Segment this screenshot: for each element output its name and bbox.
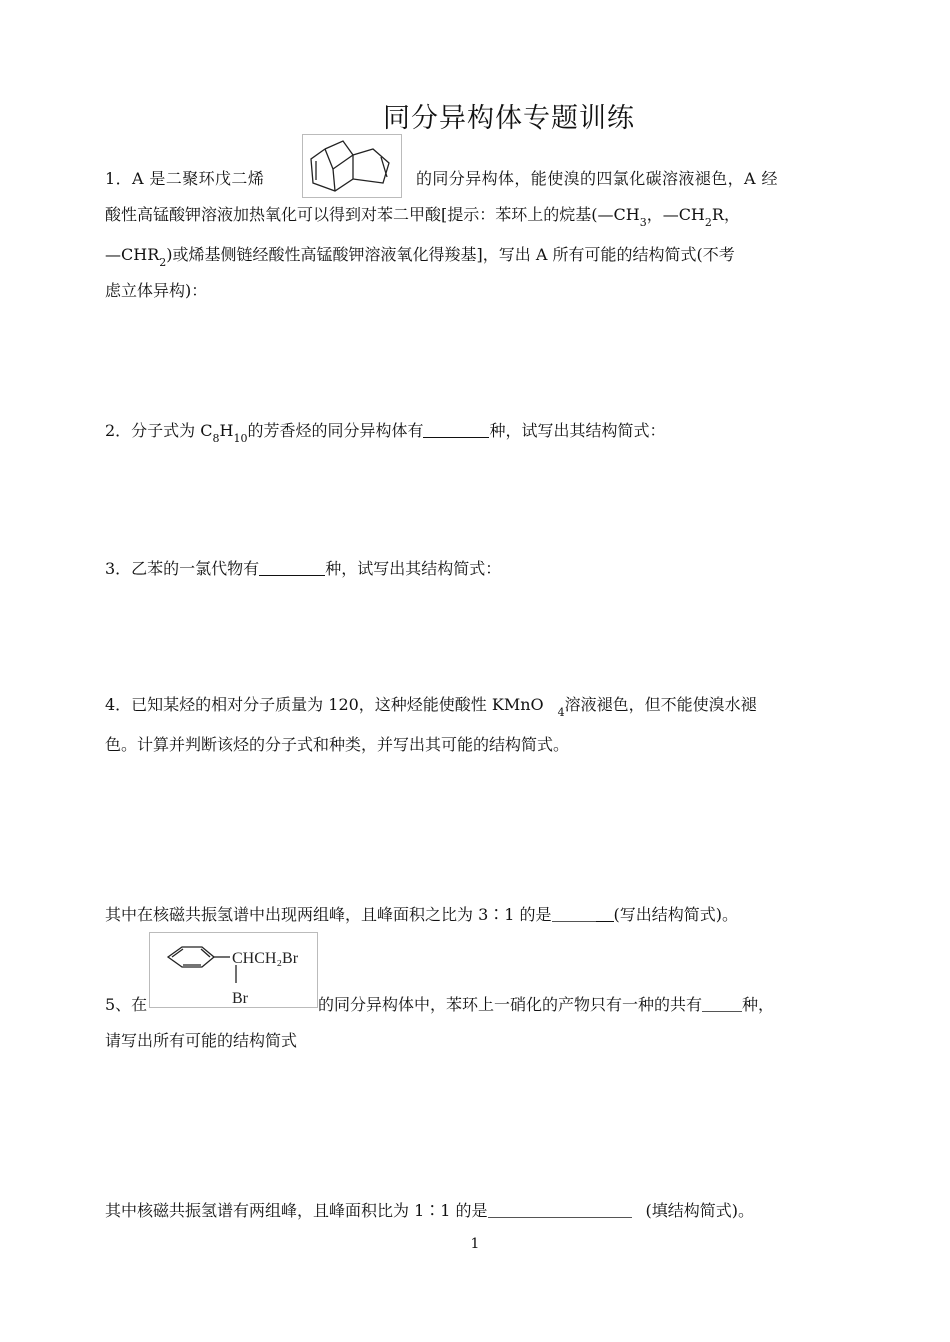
q1-line-1b [416,166,778,189]
q2-text-a: 2．分子式为 C [105,421,213,440]
page-title: 同分异构体专题训练 [383,103,635,134]
q2-line [105,418,666,445]
q5-answer-blank[interactable] [702,997,742,1012]
q4-followup-a: 其中在核磁共振氢谱中出现两组峰，且峰面积之比为 3∶1 的是 [105,905,552,924]
q2-sub-1: 8 [212,432,220,445]
q4-line1-a: 4．已知某烃的相对分子质量为 120，这种烃能使酸性 KMnO [105,695,544,714]
q5-text-b: 的同分异构体中，苯环上一硝化的产物只有一种的共有 [318,995,703,1014]
q1-line-4: 虑立体异构)： [105,281,208,300]
q4-line1-b: 溶液褪色，但不能使溴水褪 [564,695,757,714]
q4-line-2: 色。计算并判断该烃的分子式和种类，并写出其可能的结构简式。 [105,735,570,754]
q5-line-1 [318,992,774,1015]
q1-line2-c: R， [711,205,740,224]
q1-text-b: 的同分异构体，能使溴的四氯化碳溶液褪色，A 经 [416,169,778,188]
bromo-structure-image [149,932,318,1008]
page-number: 1 [470,1236,480,1252]
q3-answer-blank[interactable] [259,561,325,576]
q1-line3-a: —CHR [105,245,160,264]
q2-sub-2: 10 [233,432,248,445]
q5-followup-b: (填结构简式)。 [645,1201,755,1220]
q4-followup-line [105,902,738,925]
q5-followup-a: 其中核磁共振氢谱有两组峰，且峰面积比为 1∶1 的是 [105,1201,488,1220]
q1-line2-b: ，—CH [646,205,705,224]
structure-label-top: CHCH₂Br [232,950,299,967]
q1-line-3 [105,242,735,269]
q4-followup-b: (写出结构简式)。 [613,905,739,924]
q2-text-c: 的芳香烃的同分异构体有 [247,421,424,440]
q1-line2-sub1: 3 [639,216,647,229]
q4-line-1 [105,692,757,719]
q4-answer-blank-b[interactable] [596,907,614,922]
dibromoethylbenzene-structure-drawing [150,933,317,1007]
dicyclopentadiene-structure-image [302,134,402,198]
q5-followup-blank[interactable] [488,1203,632,1218]
q3-line [105,556,501,579]
q1-line3-b: )或烯基侧链经酸性高锰酸钾溶液氧化得羧基]，写出 A 所有可能的结构简式(不考 [166,245,735,264]
q2-text-d: 种，试写出其结构简式： [489,421,666,440]
q1-line2-a: 酸性高锰酸钾溶液加热氧化可以得到对苯二甲酸[提示：苯环上的烷基(—CH [105,205,640,224]
q1-text-a: 1．A 是二聚环戊二烯 [105,169,265,188]
q5-text-c: 种， [742,995,775,1014]
q2-text-b: H [219,421,234,440]
q3-text-a: 3．乙苯的一氯代物有 [105,559,260,578]
q4-line1-sub: 4 [557,706,565,719]
q3-text-b: 种，试写出其结构简式： [325,559,502,578]
q5-line-2: 请写出所有可能的结构简式 [105,1031,298,1050]
q4-answer-blank-a[interactable] [552,907,596,922]
q5-line-1-prefix: 5、在 [105,995,148,1014]
structure-label-bottom: Br [232,990,248,1007]
q2-answer-blank[interactable] [423,423,489,438]
q1-line2-sub2: 2 [704,216,712,229]
dicyclopentadiene-structure-drawing [303,135,401,197]
q5-followup-line [105,1198,754,1221]
q1-line3-sub: 2 [159,256,167,269]
q1-line-2 [105,202,740,229]
q1-line-1 [105,166,264,189]
